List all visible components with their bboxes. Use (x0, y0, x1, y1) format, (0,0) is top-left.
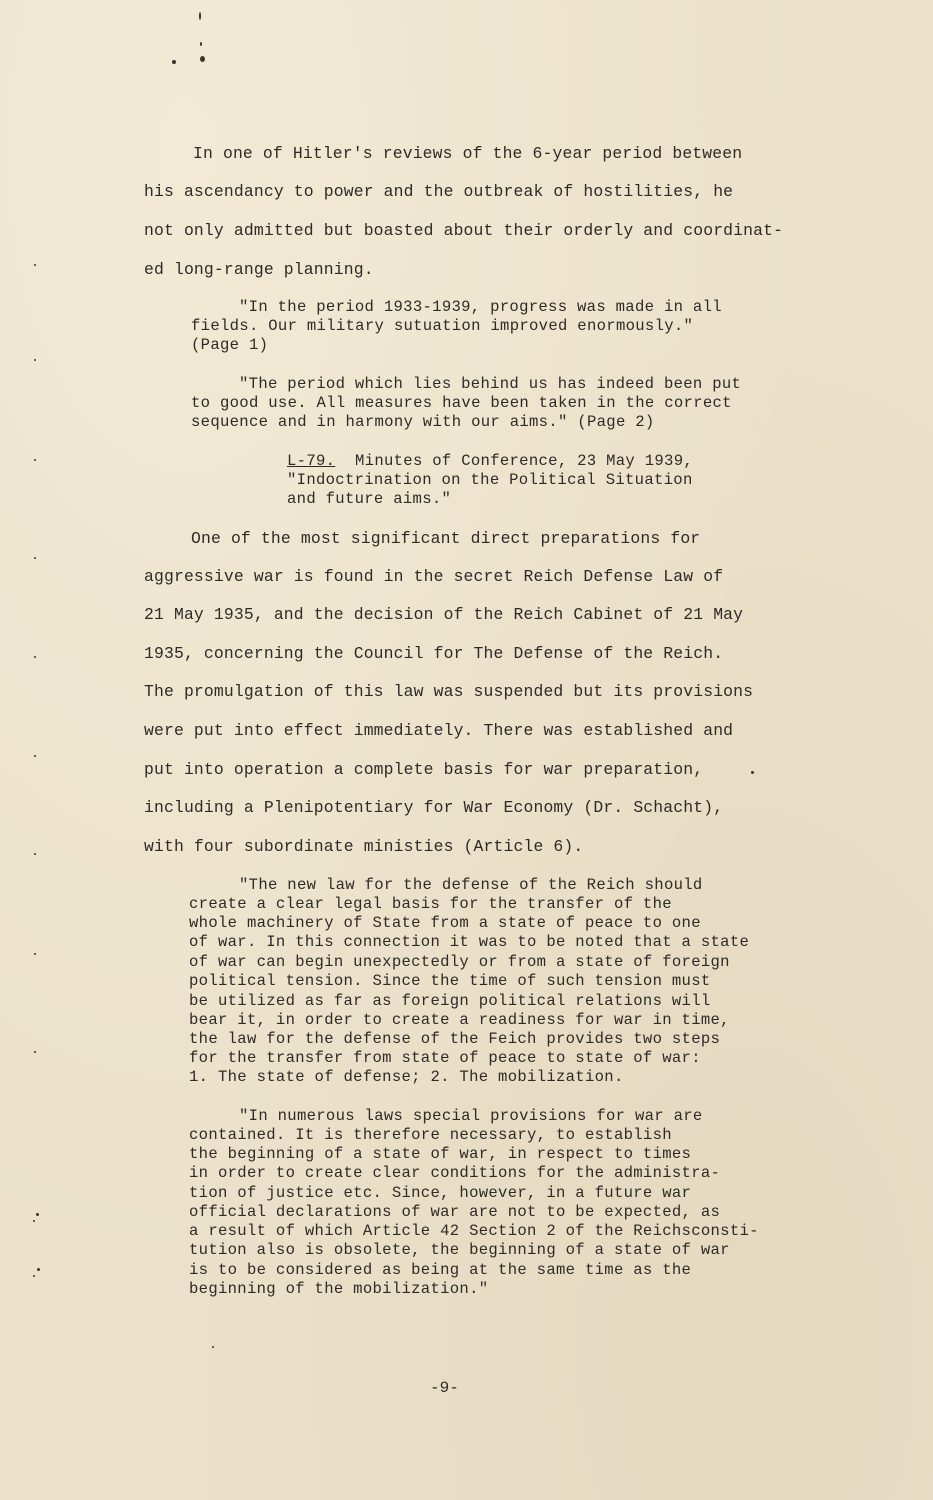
citation-line: and future aims." (287, 490, 452, 508)
quote-line: (Page 1) (191, 336, 269, 354)
quote-line: is to be considered as being at the same time as the (189, 1261, 692, 1279)
quote-line: official declarations of war are not to be expected, as (189, 1203, 721, 1221)
text-line: ed long-range planning. (144, 260, 374, 279)
quote-line: tution also is obsolete, the beginning of a state of war (189, 1241, 730, 1259)
quote-line: "In the period 1933-1939, progress was made in all (239, 298, 722, 316)
quote-line: beginning of the mobilization." (189, 1280, 489, 1298)
text-line: One of the most significant direct preparations for (191, 529, 701, 548)
ink-mark (33, 1275, 35, 1277)
quote-line: the law for the defense of the Feich provides two steps (189, 1030, 721, 1048)
quote-line: a result of which Article 42 Section 2 of the Reichsconsti- (189, 1222, 759, 1240)
quote-line: "In numerous laws special provisions for war are (239, 1107, 703, 1125)
text-line: were put into effect immediately. There was established and (144, 721, 734, 740)
text-line: with four subordinate ministies (Article 6). (144, 837, 584, 856)
citation-line: Minutes of Conference, 23 May 1939, (355, 452, 694, 470)
text-line: 21 May 1935, and the decision of the Reich Cabinet of 21 May (144, 605, 744, 624)
ink-mark (34, 953, 36, 955)
ink-mark (36, 1213, 39, 1216)
quote-line: be utilized as far as foreign political relations will (189, 992, 711, 1010)
ink-mark (34, 755, 36, 757)
quote-line: in order to create clear conditions for the administra- (189, 1164, 721, 1182)
text-line: his ascendancy to power and the outbreak of hostilities, he (144, 182, 734, 201)
page-number: -9- (430, 1379, 459, 1397)
quote-line: tion of justice etc. Since, however, in a future war (189, 1184, 692, 1202)
quote-line: to good use. All measures have been taken in the correct (191, 394, 732, 412)
quote-line: political tension. Since the time of such tension must (189, 972, 711, 990)
quote-line: the beginning of a state of war, in respect to times (189, 1145, 692, 1163)
ink-mark (34, 359, 36, 361)
text-line: The promulgation of this law was suspended but its provisions (144, 682, 754, 701)
ink-mark (34, 264, 36, 266)
quote-line: 1. The state of defense; 2. The mobilization. (189, 1068, 624, 1086)
quote-line: whole machinery of State from a state of peace to one (189, 914, 701, 932)
ink-mark (212, 1346, 214, 1348)
ink-mark (37, 1268, 40, 1271)
ink-mark (200, 42, 202, 46)
quote-line: "The new law for the defense of the Reich should (239, 876, 703, 894)
ink-mark (34, 656, 36, 658)
ink-mark (751, 771, 754, 774)
text-line: In one of Hitler's reviews of the 6-year period between (193, 144, 743, 163)
citation-line: "Indoctrination on the Political Situation (287, 471, 693, 489)
ink-mark (200, 56, 205, 62)
ink-mark (33, 1220, 35, 1222)
quote-line: for the transfer from state of peace to state of war: (189, 1049, 701, 1067)
quote-line: fields. Our military sutuation improved enormously." (191, 317, 694, 335)
text-line: 1935, concerning the Council for The Defense of the Reich. (144, 644, 724, 663)
ink-mark (34, 1051, 36, 1053)
quote-line: of war can begin unexpectedly or from a state of foreign (189, 953, 730, 971)
ink-mark (34, 853, 36, 855)
citation-reference: L-79. (287, 452, 336, 470)
quote-line: "The period which lies behind us has indeed been put (239, 375, 742, 393)
quote-line: bear it, in order to create a readiness for war in time, (189, 1011, 730, 1029)
text-line: aggressive war is found in the secret Reich Defense Law of (144, 567, 724, 586)
text-line: put into operation a complete basis for war preparation, (144, 760, 704, 779)
ink-mark (172, 60, 176, 64)
quote-line: create a clear legal basis for the transfer of the (189, 895, 672, 913)
quote-line: contained. It is therefore necessary, to establish (189, 1126, 672, 1144)
ink-mark (34, 459, 36, 461)
quote-line: of war. In this connection it was to be noted that a state (189, 933, 750, 951)
quote-line: sequence and in harmony with our aims." (Page 2) (191, 413, 655, 431)
ink-mark (199, 12, 201, 20)
text-line: not only admitted but boasted about their orderly and coordinat- (144, 221, 784, 240)
ink-mark (34, 557, 36, 559)
text-line: including a Plenipotentiary for War Economy (Dr. Schacht), (144, 798, 724, 817)
